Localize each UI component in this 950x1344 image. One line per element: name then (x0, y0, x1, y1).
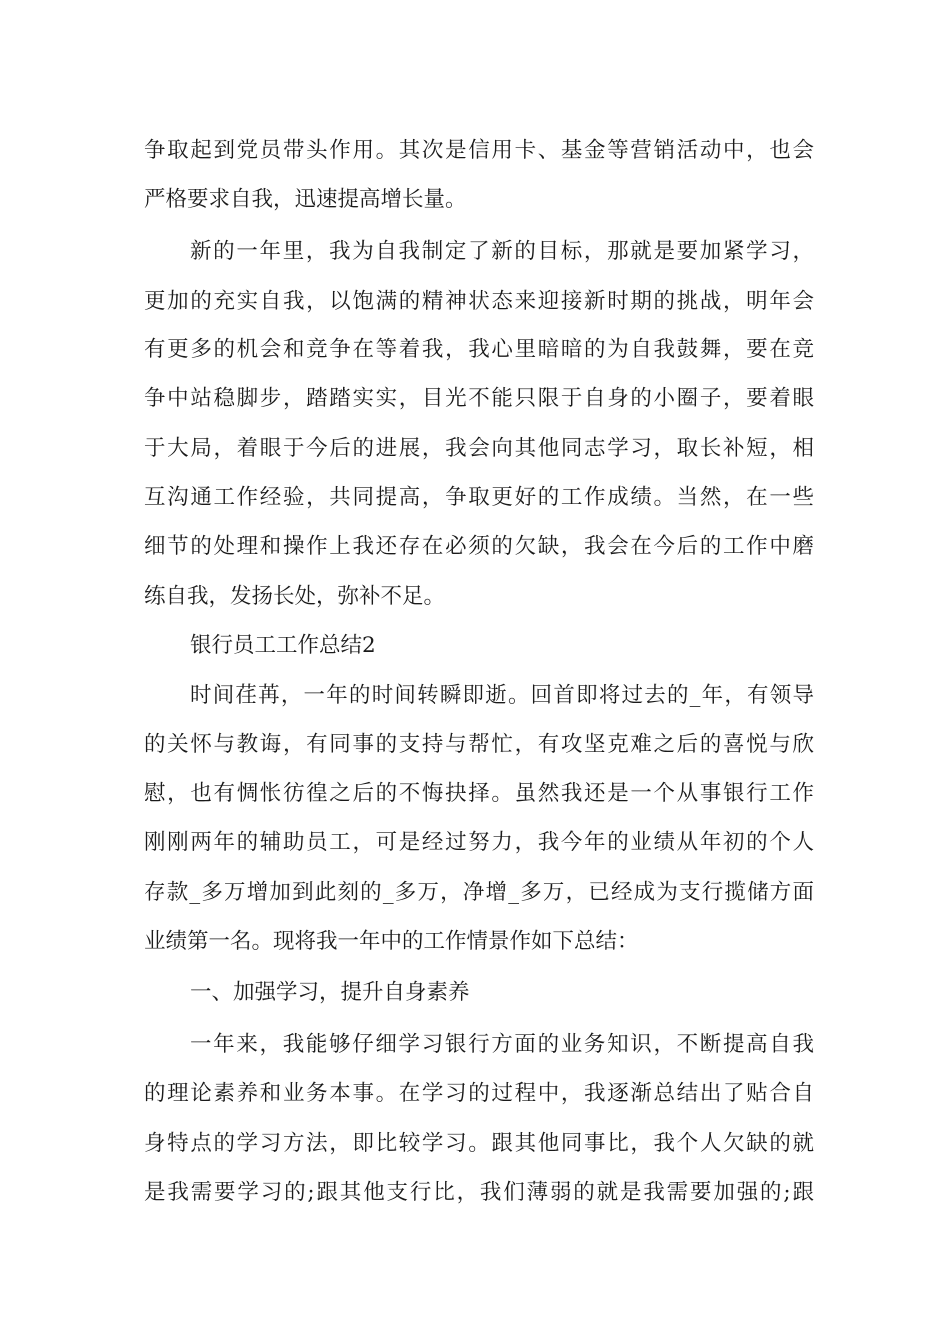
paragraph-line: 严格要求自我，迅速提高增长量。 (144, 187, 467, 212)
paragraph-line: 新的一年里，我为自我制定了新的目标，那就是要加紧学习， (190, 239, 814, 264)
paragraph-line: 是我需要学习的;跟其他支行比，我们薄弱的就是我需要加强的;跟 (144, 1180, 814, 1205)
paragraph-line: 慰，也有惆怅彷徨之后的不悔抉择。虽然我还是一个从事银行工作 (144, 781, 814, 806)
paragraph-line: 争取起到党员带头作用。其次是信用卡、基金等营销活动中，也会 (144, 138, 814, 163)
paragraph-line: 争中站稳脚步，踏踏实实，目光不能只限于自身的小圈子，要着眼 (144, 386, 814, 411)
paragraph-line: 业绩第一名。现将我一年中的工作情景作如下总结： (144, 929, 639, 954)
paragraph-line: 于大局，着眼于今后的进展，我会向其他同志学习，取长补短，相 (144, 436, 814, 461)
paragraph-line: 有更多的机会和竞争在等着我，我心里暗暗的为自我鼓舞，要在竞 (144, 337, 814, 362)
paragraph-line: 时间荏苒，一年的时间转瞬即逝。回首即将过去的_年，有领导 (190, 683, 814, 708)
paragraph-line: 更加的充实自我，以饱满的精神状态来迎接新时期的挑战，明年会 (144, 289, 814, 314)
paragraph-line: 的理论素养和业务本事。在学习的过程中，我逐渐总结出了贴合自 (144, 1081, 814, 1106)
paragraph-line: 一年来，我能够仔细学习银行方面的业务知识，不断提高自我 (190, 1032, 814, 1057)
paragraph-line: 刚刚两年的辅助员工，可是经过努力，我今年的业绩从年初的个人 (144, 830, 814, 855)
section-heading: 一、加强学习，提升自身素养 (190, 980, 470, 1005)
paragraph-line: 的关怀与教诲，有同事的支持与帮忙，有攻坚克难之后的喜悦与欣 (144, 732, 814, 757)
section-heading: 银行员工工作总结2 (190, 633, 376, 658)
paragraph-line: 互沟通工作经验，共同提高，争取更好的工作成绩。当然，在一些 (144, 485, 814, 510)
paragraph-line: 身特点的学习方法，即比较学习。跟其他同事比，我个人欠缺的就 (144, 1131, 814, 1156)
paragraph-line: 存款_多万增加到此刻的_多万，净增_多万，已经成为支行揽储方面 (144, 880, 814, 905)
paragraph-line: 练自我，发扬长处，弥补不足。 (144, 584, 446, 609)
paragraph-line: 细节的处理和操作上我还存在必须的欠缺，我会在今后的工作中磨 (144, 534, 814, 559)
